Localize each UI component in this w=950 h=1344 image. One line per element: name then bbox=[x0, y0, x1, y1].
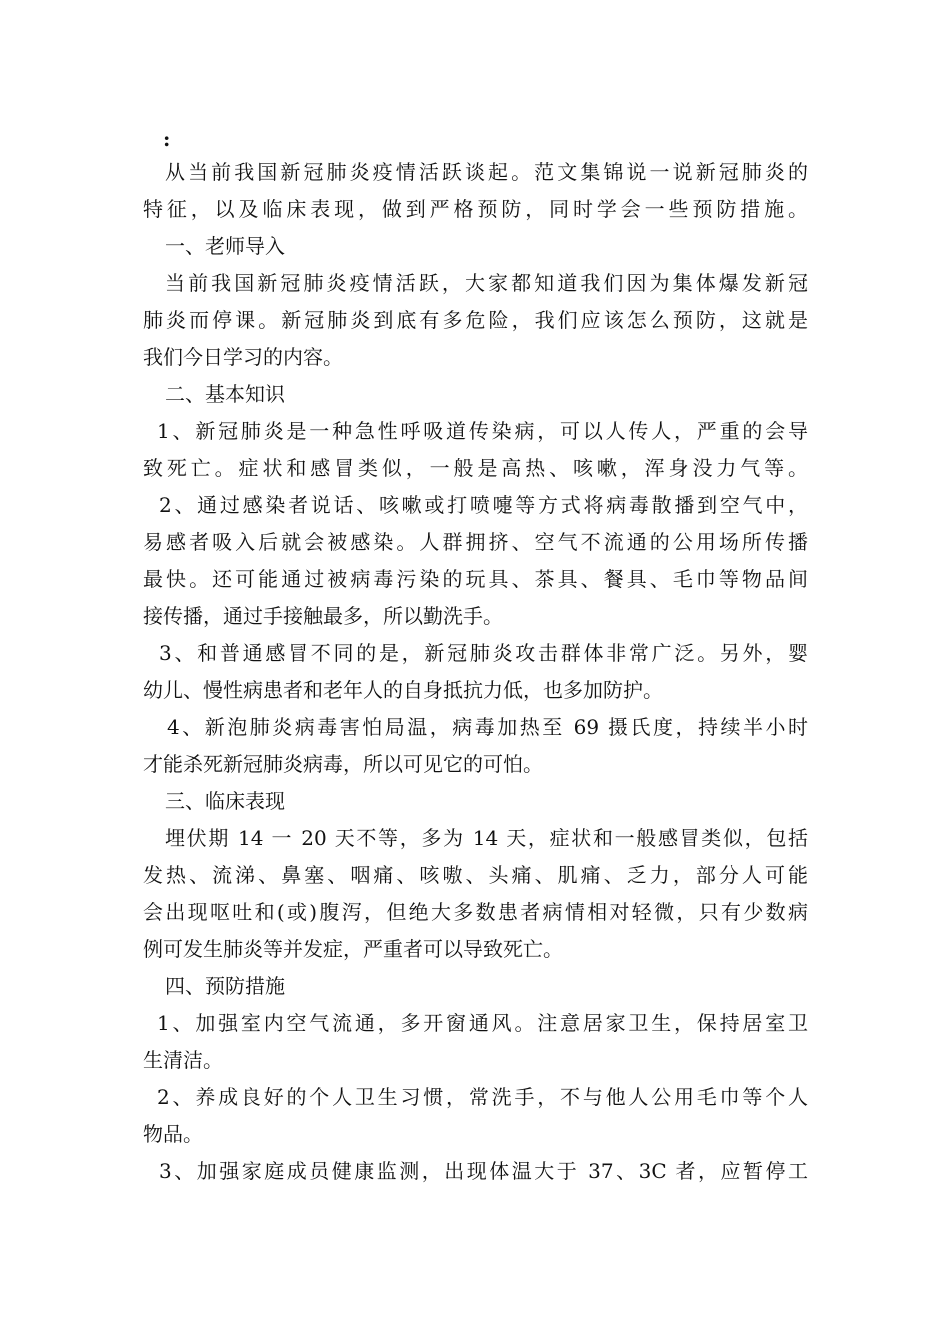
document-body bbox=[143, 124, 808, 1190]
paragraph-line: 幼儿、慢性病患者和老年人的自身抵抗力低，也多加防护。 bbox=[143, 678, 663, 702]
paragraph-line: 2、通过感染者说话、咳嗽或打喷嚏等方式将病毒散播到空气中， bbox=[159, 493, 808, 517]
paragraph-line: 2、养成良好的个人卫生习惯，常洗手，不与他人公用毛巾等个人 bbox=[157, 1085, 808, 1109]
paragraph-line: 例可发生肺炎等并发症，严重者可以导致死亡。 bbox=[143, 937, 563, 961]
intro-line-1: 从当前我国新冠肺炎疫情活跃谈起。范文集锦说一说新冠肺炎的 bbox=[165, 160, 808, 184]
paragraph-line: 生清洁。 bbox=[143, 1048, 223, 1072]
paragraph-line: 3、加强家庭成员健康监测，出现体温大于 37、3C 者，应暂停工 bbox=[159, 1159, 808, 1183]
section-heading-4: 四、预防措施 bbox=[165, 974, 285, 998]
paragraph-line: 物品。 bbox=[143, 1122, 203, 1146]
paragraph-line: 最快。还可能通过被病毒污染的玩具、茶具、餐具、毛巾等物品间 bbox=[143, 567, 808, 591]
paragraph-line: 我们今日学习的内容。 bbox=[143, 345, 343, 369]
paragraph-line: 发热、流涕、鼻塞、咽痛、咳嗷、头痛、肌痛、乏力，部分人可能 bbox=[143, 863, 808, 887]
paragraph-line: 当前我国新冠肺炎疫情活跃，大家都知道我们因为集体爆发新冠 bbox=[165, 271, 808, 295]
paragraph-line: 4、新泡肺炎病毒害怕局温，病毒加热至 69 摄氏度，持续半小时 bbox=[167, 715, 808, 739]
section-heading-1: 一、老师导入 bbox=[165, 234, 285, 258]
paragraph-line: 1、新冠肺炎是一种急性呼吸道传染病，可以人传人，严重的会导 bbox=[157, 419, 808, 443]
intro-line-2: 特征，以及临床表现，做到严格预防，同时学会一些预防措施。 bbox=[143, 197, 808, 221]
paragraph-line: 肺炎而停课。新冠肺炎到底有多危险，我们应该怎么预防，这就是 bbox=[143, 308, 808, 332]
section-heading-3: 三、临床表现 bbox=[165, 789, 285, 813]
colon-line: : bbox=[163, 127, 171, 151]
paragraph-line: 致死亡。症状和感冒类似，一般是高热、咳嗽，浑身没力气等。 bbox=[143, 456, 808, 480]
paragraph-line: 埋伏期 14 一 20 天不等，多为 14 天，症状和一般感冒类似，包括 bbox=[165, 826, 808, 850]
paragraph-line: 3、和普通感冒不同的是，新冠肺炎攻击群体非常广泛。另外，婴 bbox=[159, 641, 808, 665]
paragraph-line: 1、加强室内空气流通，多开窗通风。注意居家卫生，保持居室卫 bbox=[157, 1011, 808, 1035]
section-heading-2: 二、基本知识 bbox=[165, 382, 285, 406]
paragraph-line: 会出现呕吐和(或)腹泻，但绝大多数患者病情相对轻微，只有少数病 bbox=[143, 900, 808, 924]
paragraph-line: 接传播，通过手接触最多，所以勤洗手。 bbox=[143, 604, 503, 628]
paragraph-line: 才能杀死新冠肺炎病毒，所以可见它的可怕。 bbox=[143, 752, 543, 776]
paragraph-line: 易感者吸入后就会被感染。人群拥挤、空气不流通的公用场所传播 bbox=[143, 530, 808, 554]
